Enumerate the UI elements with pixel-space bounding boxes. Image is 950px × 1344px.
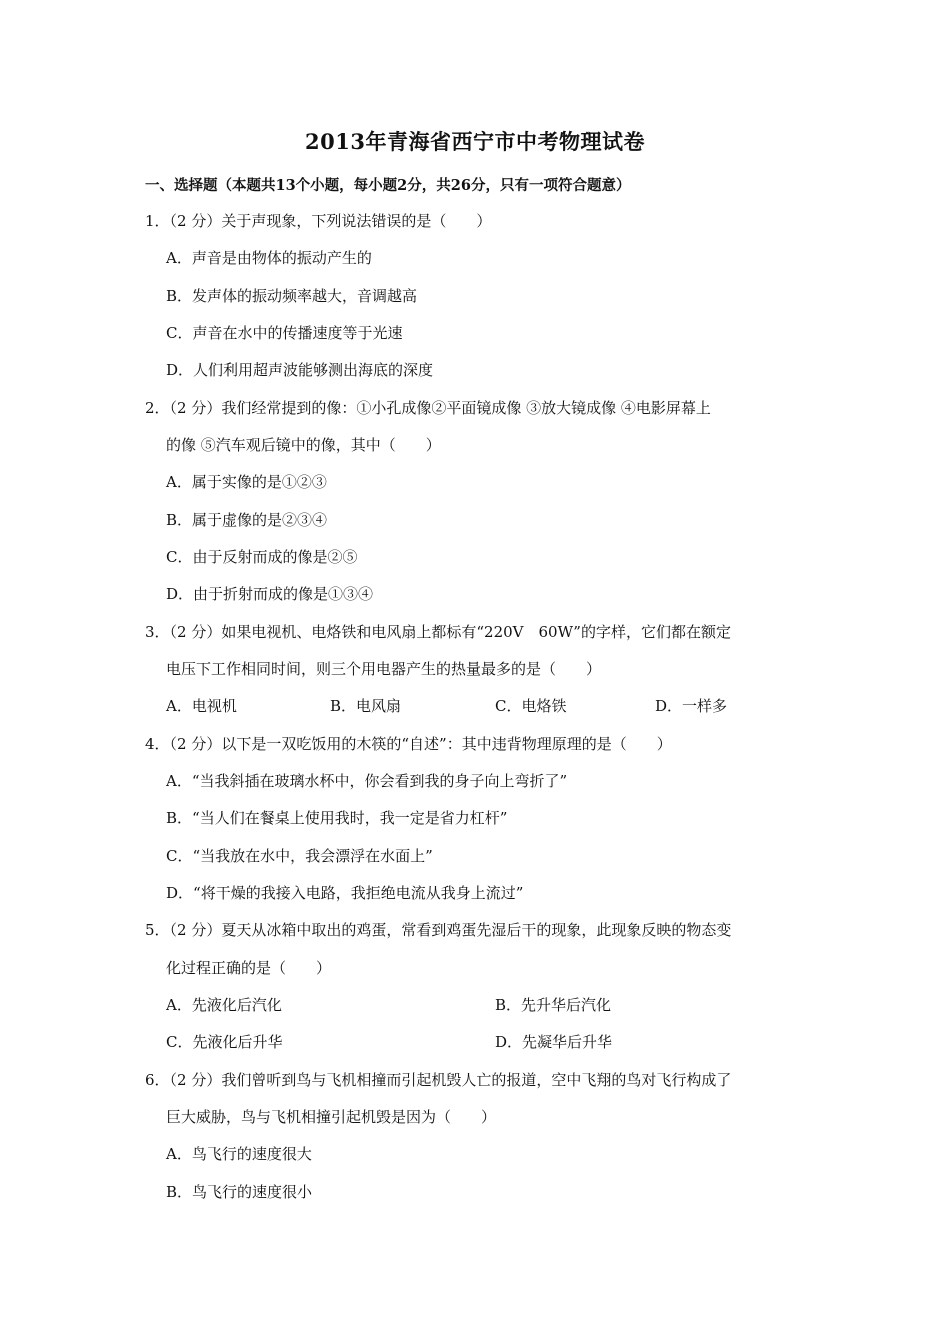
question-1-option-a: A．声音是由物体的振动产生的 bbox=[166, 249, 372, 267]
question-3-option-b: B．电风扇 bbox=[330, 697, 402, 715]
question-1-option-d: D．人们利用超声波能够测出海底的深度 bbox=[166, 361, 434, 379]
question-1-stem: 1．（2 分）关于声现象，下列说法错误的是（ ） bbox=[145, 212, 492, 230]
question-3-stem-line-2: 电压下工作相同时间，则三个用电器产生的热量最多的是（ ） bbox=[166, 660, 602, 678]
question-4-option-a: A．“当我斜插在玻璃水杯中，你会看到我的身子向上弯折了” bbox=[166, 772, 568, 790]
question-2-stem-line-2: 的像 ⑤汽车观后镜中的像，其中（ ） bbox=[166, 436, 441, 454]
section-heading: 一、选择题（本题共13个小题，每小题2分，共26分，只有一项符合题意） bbox=[145, 177, 631, 194]
question-6-stem-line-2: 巨大威胁，鸟与飞机相撞引起机毁是因为（ ） bbox=[166, 1108, 497, 1126]
question-2-option-d: D．由于折射而成的像是①③④ bbox=[166, 585, 374, 603]
question-3-option-a: A．电视机 bbox=[166, 697, 237, 715]
question-5-stem-line-2: 化过程正确的是（ ） bbox=[166, 959, 332, 977]
question-3-option-c: C．电烙铁 bbox=[495, 697, 567, 715]
question-4-stem: 4．（2 分）以下是一双吃饭用的木筷的“自述”：其中违背物理原理的是（ ） bbox=[145, 735, 672, 753]
question-2-option-b: B．属于虚像的是②③④ bbox=[166, 511, 328, 529]
question-3-stem-line-1: 3．（2 分）如果电视机、电烙铁和电风扇上都标有“220V 60W”的字样，它们都在额定 bbox=[145, 623, 731, 641]
question-6-stem-line-1: 6．（2 分）我们曾听到鸟与飞机相撞而引起机毁人亡的报道，空中飞翔的鸟对飞行构成了 bbox=[145, 1071, 732, 1089]
question-5-option-d: D．先凝华后升华 bbox=[495, 1033, 613, 1051]
question-6-option-b: B．鸟飞行的速度很小 bbox=[166, 1183, 313, 1201]
question-6-option-a: A．鸟飞行的速度很大 bbox=[166, 1145, 312, 1163]
question-5-option-a: A．先液化后汽化 bbox=[166, 996, 282, 1014]
question-3-option-d: D．一样多 bbox=[655, 697, 728, 715]
question-4-option-c: C．“当我放在水中，我会漂浮在水面上” bbox=[166, 847, 433, 865]
question-4-option-b: B．“当人们在餐桌上使用我时，我一定是省力杠杆” bbox=[166, 809, 508, 827]
question-2-stem-line-1: 2．（2 分）我们经常提到的像：①小孔成像②平面镜成像 ③放大镜成像 ④电影屏幕上 bbox=[145, 399, 711, 417]
question-5-option-b: B．先升华后汽化 bbox=[495, 996, 612, 1014]
question-5-stem-line-1: 5．（2 分）夏天从冰箱中取出的鸡蛋，常看到鸡蛋先湿后干的现象，此现象反映的物态变 bbox=[145, 921, 732, 939]
question-4-option-d: D．“将干燥的我接入电路，我拒绝电流从我身上流过” bbox=[166, 884, 524, 902]
exam-title: 2013年青海省西宁市中考物理试卷 bbox=[305, 129, 645, 154]
question-5-option-c: C．先液化后升华 bbox=[166, 1033, 283, 1051]
question-2-option-a: A．属于实像的是①②③ bbox=[166, 473, 327, 491]
question-1-option-c: C．声音在水中的传播速度等于光速 bbox=[166, 324, 403, 342]
question-1-option-b: B．发声体的振动频率越大，音调越高 bbox=[166, 287, 418, 305]
question-2-option-c: C．由于反射而成的像是②⑤ bbox=[166, 548, 358, 566]
